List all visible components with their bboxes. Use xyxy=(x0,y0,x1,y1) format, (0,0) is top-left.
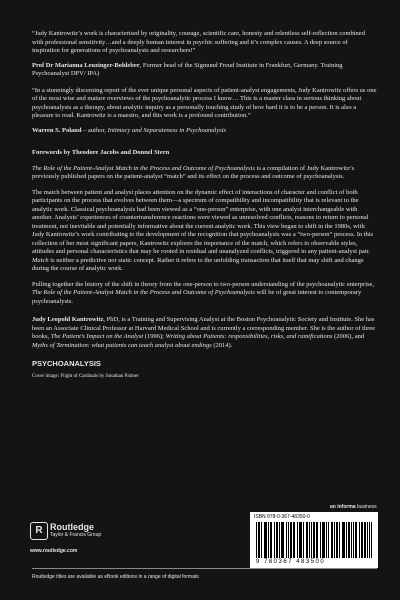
publisher-name: Routledge xyxy=(50,522,94,532)
description-paragraph-1: The Role of the Patient-Analyst Match in the Process and Outcome of Psychoanalysis is a compilation of Judy Kantrowitz’s previously published papers on the patient-analyst “match” and its effect on the process and outcome of psychoanalysis. xyxy=(32,164,355,180)
routledge-r-icon: R xyxy=(30,522,48,540)
cover-image-credit: Cover image: Flight of Cardinals by Jonathan Palmer xyxy=(32,373,139,379)
barcode-box xyxy=(250,512,378,568)
subject-category: PSYCHOANALYSIS xyxy=(32,359,101,368)
endorsement-attribution-2: Warren S. Poland – author, Intimacy and Separateness in Psychoanalysis xyxy=(32,126,227,134)
endorsement-quote-2: “In a stunningly discerning report of the ever unique personal aspects of patient-analyst engagements, Judy Kantrowitz offers us one of the most wise and mature overviews of the psychoanalytic process I know… This is a master class in serious thinking about psychoanalysis as a therapy, about analytic inquiry as a personally touching study of how hard it is to be a person. It is also a pleasure to read. Kantrowitz is a maestro, and this work is a profound contribution.” xyxy=(32,86,377,119)
description-paragraph-2: The match between patient and analyst places attention on the dynamic effect of interactions of character and conflict of both participants on the process that evolves between them—a spectrum of compatibility and incompatibility that is relevant to the analytic work. Classical psychoanalysis had been viewed as a “one-person” enterprise, with one analyst interchangeable with another. Analysts’ experiences of countertransference reactions were viewed as unresolved conflicts, reasons to return to personal treatment, not inevitable and potentially informative about the current analytic work. This view began to shift in the 1980s, with Judy Kantrowitz’s work contributing to the development of the recognition that psychoanalysis was a “two-person” process. In this collection of her most significant papers, Kantrowitz explores the importance of the match, which refers to observable styles, attitudes and personal characteristics that may be rooted in residual and unanalyzed conflicts, triggered in any patient-analyst pair. Match is neither a predictive nor static concept. Rather it refers to the unfolding transaction that itself that may shift and change during the course of analytic work. xyxy=(32,188,374,272)
barcode-icon xyxy=(256,522,372,558)
description-paragraph-3: Pulling together the history of the shift in theory from the one-person to two-person understanding of the psychoanalytic enterprise, The Role of the Patient-Analyst Match in the Process and Outcome of Psychoanalysis will be of great interest to contemporary psychoanalysts. xyxy=(32,280,375,305)
ebook-availability-note: Routledge titles are available as eBook editions in a range of digital formats xyxy=(32,574,199,580)
divider-line xyxy=(32,568,377,569)
barcode-number: 9 780367 483500 xyxy=(256,559,326,565)
isbn-label: ISBN 978-0-367-48350-0 xyxy=(254,514,310,520)
back-cover-text xyxy=(32,30,377,381)
endorser-name-1: Prof Dr Marianna Leuzinger-Bohleber xyxy=(32,61,140,69)
publisher-url: www.routledge.com xyxy=(30,548,78,554)
endorser-name-2: Warren S. Poland xyxy=(32,126,82,134)
publisher-logo xyxy=(30,522,110,562)
endorsement-attribution-1: Prof Dr Marianna Leuzinger-Bohleber, Former head of the Sigmund Freud Institute in Frankfurt, Germany. Training Psychoanalyst DPV/ IPA) xyxy=(32,61,343,77)
forewords-line: Forewords by Theodore Jacobs and Donnel Stern xyxy=(32,149,170,156)
author-bio: Judy Leopold Kantrowitz, PhD, is a Training and Supervising Analyst at the Boston Psychoanalytic Society and Institute. She has been an Associate Clinical Professor at Harvard Medical School and is currently a corresponding member. She is the author of three books, The Patient’s Impact on the Analyst (1996); Writing about Patients: responsibilities, risks, and ramifications (2006), and Myths of Termination: what patients can teach analyst about endings (2014). xyxy=(32,316,376,349)
author-name: Judy Leopold Kantrowitz xyxy=(32,316,104,323)
publisher-group: Taylor & Francis Group xyxy=(50,532,102,538)
informa-business-label: an informa business xyxy=(330,504,377,510)
endorsement-quote-1: “Judy Kantrowitz’s work is characterised by originality, courage, scientific care, honesty and relentless self-reflection combined with professional sensitivity…and a deeply human interest in psychic suffering and it’s complex causes. A deep source of inspiration for generations of psychoanalysts and researchers!” xyxy=(32,30,365,54)
